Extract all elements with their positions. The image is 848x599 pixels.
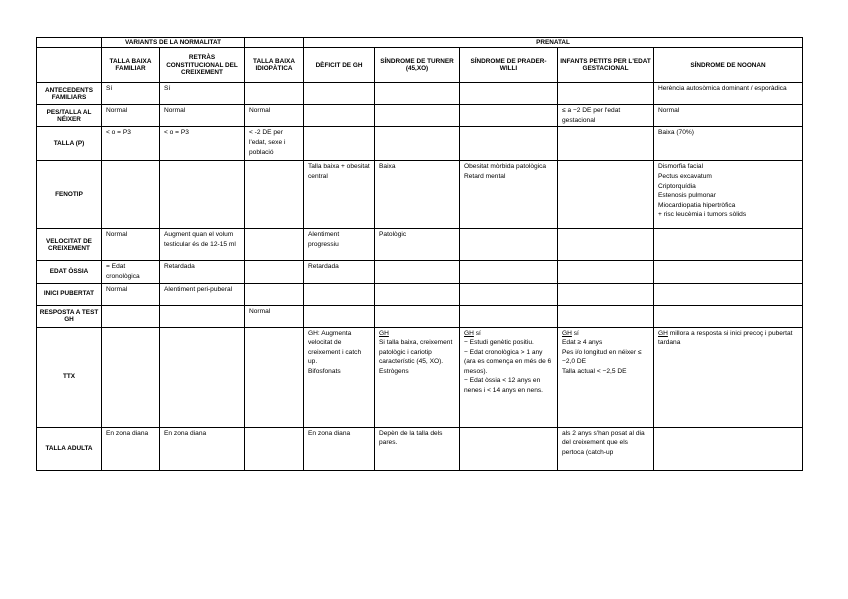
cell: Baixa (70%): [654, 127, 803, 161]
cell: Sí: [102, 83, 160, 105]
cell: Alentiment peri-puberal: [160, 283, 245, 305]
cell: En zona diana: [102, 427, 160, 470]
col-header-prader-willi: SÍNDROME DE PRADER-WILLI: [460, 48, 558, 83]
cell-line: Obesitat mòrbida patològica: [464, 163, 547, 171]
cell: [654, 327, 803, 427]
row-label-antecedents: ANTECEDENTS FAMILIARS: [37, 83, 102, 105]
cell: [160, 327, 245, 427]
cell: < o = P3: [102, 127, 160, 161]
cell: [460, 327, 558, 427]
cell: [304, 327, 375, 427]
row-label-pes: PES/TALLA AL NÉIXER: [37, 105, 102, 127]
cell: [245, 427, 304, 470]
cell: Normal: [160, 105, 245, 127]
cell: [558, 127, 654, 161]
table-row: [37, 127, 803, 161]
cell: [558, 83, 654, 105]
cell: Herència autosòmica dominant / esporàdica: [654, 83, 803, 105]
cell: [245, 83, 304, 105]
cell: [460, 127, 558, 161]
cell: [245, 229, 304, 261]
row-label-resposta: RESPOSTA A TEST GH: [37, 305, 102, 327]
cell-line: + risc leucèmia i tumors sòlids: [658, 211, 747, 219]
cell: Normal: [245, 105, 304, 127]
cell: [304, 105, 375, 127]
cell: [375, 283, 460, 305]
cell: [654, 305, 803, 327]
cell: [304, 127, 375, 161]
row-label-fenotip: FENOTIP: [37, 161, 102, 229]
cell-line: Edat ≥ 4 anys: [562, 339, 603, 347]
row-label-velocitat: VELOCITAT DE CREIXEMENT: [37, 229, 102, 261]
cell: Retardada: [160, 261, 245, 283]
cell: Retardada: [304, 261, 375, 283]
cell: [654, 229, 803, 261]
cell: ≤ a −2 DE per l'edat gestacional: [558, 105, 654, 127]
col-header-familiar: TALLA BAIXA FAMILIAR: [102, 48, 160, 83]
cell: [460, 305, 558, 327]
cell: [245, 283, 304, 305]
cell: [375, 127, 460, 161]
cell: [654, 283, 803, 305]
cell: [375, 261, 460, 283]
cell: En zona diana: [160, 427, 245, 470]
cell-line: Miocardiopatia hipertròfica: [658, 201, 736, 209]
cell-line: − Edat cronològica > 1 any (ara es comença en més de 6 mesos).: [464, 348, 552, 375]
col-header-deficit-gh: DÈFICIT DE GH: [304, 48, 375, 83]
cell: [245, 161, 304, 229]
cell: [375, 83, 460, 105]
cell: [558, 305, 654, 327]
group-header-normality: VARIANTS DE LA NORMALITAT: [102, 38, 245, 48]
cell-line: − Edat òssia < 12 anys en nenes i < 14 anys en nens.: [464, 377, 543, 394]
cell: [460, 427, 558, 470]
cell-line: Estenosis pulmonar: [658, 192, 716, 200]
gh-label: GH: [658, 329, 668, 337]
cell: Sí: [160, 83, 245, 105]
cell-line: Talla actual < −2,5 DE: [562, 367, 627, 375]
row-label-talla: TALLA (P): [37, 127, 102, 161]
cell: [245, 261, 304, 283]
cell-line: Dismorfia facial: [658, 163, 704, 171]
cell: < o = P3: [160, 127, 245, 161]
col-header-retras: RETRÀS CONSTITUCIONAL DEL CREIXEMENT: [160, 48, 245, 83]
cell-text: sí: [571, 329, 579, 337]
cell: [375, 327, 460, 427]
cell: [654, 427, 803, 470]
cell: Normal: [654, 105, 803, 127]
col-header-turner: SÍNDROME DE TURNER (45,XO): [375, 48, 460, 83]
cell: [460, 105, 558, 127]
cell: [245, 327, 304, 427]
row-label-edat: EDAT ÒSSIA: [37, 261, 102, 283]
cell-line: Si talla baixa, creixement patològic i cariotip característic (45, XO).: [379, 339, 453, 366]
gh-label: GH: [379, 329, 389, 337]
cell-line: GH: Augmenta velocitat de creixement i catch up.: [308, 329, 362, 366]
cell: Normal: [102, 283, 160, 305]
group-header-blank: [245, 38, 304, 48]
cell: Augment quan el volum testicular és de 12-15 ml: [160, 229, 245, 261]
cell: = Edat cronològica: [102, 261, 160, 283]
col-header-noonan: SÍNDROME DE NOONAN: [654, 48, 803, 83]
cell: [304, 83, 375, 105]
cell: Patològic: [375, 229, 460, 261]
cell: [558, 261, 654, 283]
cell: [558, 327, 654, 427]
table-row: [37, 229, 803, 261]
gh-label: GH: [464, 329, 474, 337]
cell-text: millora a resposta si inici precoç i pubertat tardana: [658, 329, 793, 347]
cell: [558, 283, 654, 305]
row-label-adulta: TALLA ADULTA: [37, 427, 102, 470]
gh-label: GH: [562, 329, 572, 337]
cell: Alentiment progressiu: [304, 229, 375, 261]
cell: [558, 229, 654, 261]
cell: [304, 305, 375, 327]
cell: Normal: [102, 229, 160, 261]
cell: Normal: [245, 305, 304, 327]
cell-line: Criptorquídia: [658, 182, 696, 190]
col-header-idiopatica: TALLA BAIXA IDIOPÀTICA: [245, 48, 304, 83]
cell: [102, 327, 160, 427]
cell: < -2 DE per l'edat, sexe i població: [245, 127, 304, 161]
cell: [102, 305, 160, 327]
cell: [160, 305, 245, 327]
cell: [160, 161, 245, 229]
row-label-ttx: TTX: [37, 327, 102, 427]
table-row: [37, 327, 803, 427]
corner-cell: [37, 38, 102, 48]
table-row: [37, 427, 803, 470]
cell: [460, 83, 558, 105]
table-row: [37, 161, 803, 229]
cell: Baixa: [375, 161, 460, 229]
cell-line: Estrògens: [379, 367, 409, 375]
row-label-inici: INICI PUBERTAT: [37, 283, 102, 305]
cell-line: Pectus excavatum: [658, 173, 712, 180]
cell-line: Pes i/o longitud en néixer ≤ −2,0 DE: [562, 348, 642, 366]
cell-line: Retard mental: [464, 173, 506, 180]
cell: Talla baixa + obesitat central: [304, 161, 375, 229]
cell: [460, 229, 558, 261]
cell: [304, 283, 375, 305]
cell-text: sí: [473, 329, 481, 337]
cell: [375, 305, 460, 327]
cell-line: Bifosfonats: [308, 367, 341, 375]
corner-cell-2: [37, 48, 102, 83]
cell: Normal: [102, 105, 160, 127]
cell: [460, 283, 558, 305]
cell: [654, 161, 803, 229]
group-header-prenatal: PRENATAL: [304, 38, 803, 48]
cell-line: − Estudi genètic positiu.: [464, 339, 534, 347]
cell: als 2 anys s'han posat al dia del creixement que els pertoca (catch-up: [558, 427, 654, 470]
table-row: [37, 305, 803, 327]
cell: [654, 261, 803, 283]
table-row: [37, 105, 803, 127]
cell: [558, 161, 654, 229]
table-row: [37, 261, 803, 283]
cell: [460, 261, 558, 283]
col-header-peg: INFANTS PETITS PER L'EDAT GESTACIONAL: [558, 48, 654, 83]
cell: Depèn de la talla dels pares.: [375, 427, 460, 470]
cell: [375, 105, 460, 127]
table-row: [37, 283, 803, 305]
table-row: [37, 83, 803, 105]
cell: En zona diana: [304, 427, 375, 470]
comparison-table: [36, 37, 803, 471]
cell: [102, 161, 160, 229]
cell: [460, 161, 558, 229]
